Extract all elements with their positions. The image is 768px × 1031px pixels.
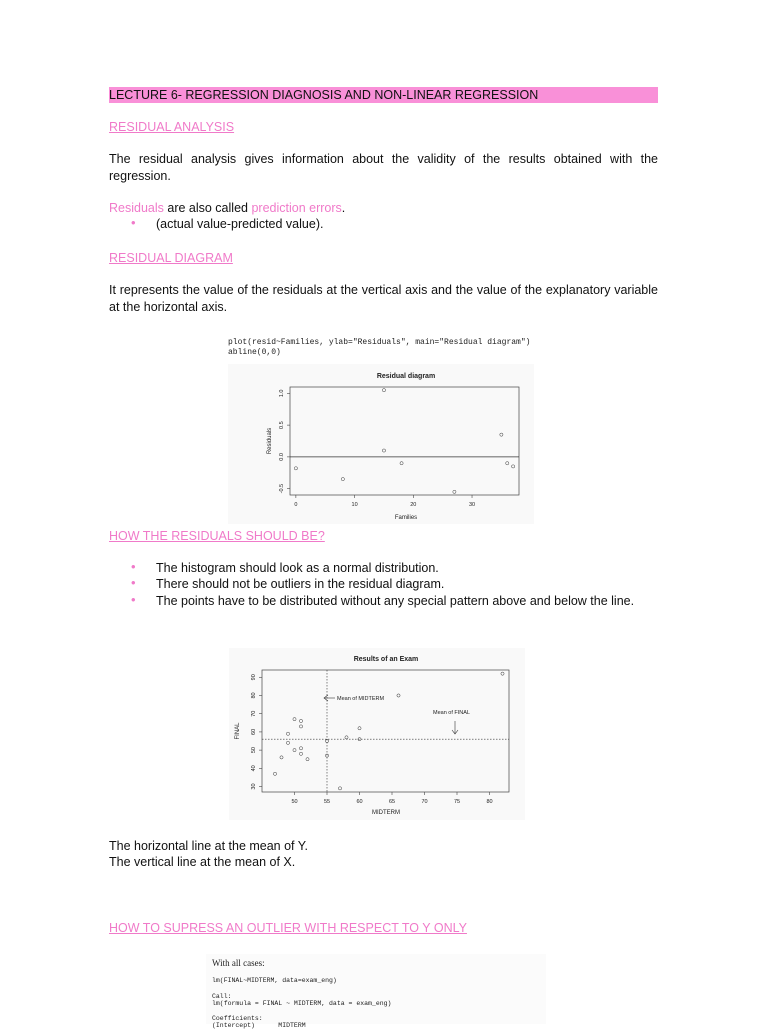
- x-tick-label: 60: [356, 799, 363, 805]
- bullet-dot: •: [131, 215, 136, 230]
- chart1-ylabel: Residuals: [267, 427, 273, 455]
- chart1-title: Residual diagram: [376, 373, 436, 380]
- paragraph-intro: The residual analysis gives information about the validity of the results obtained with the regression.: [109, 152, 658, 183]
- code-call-label: Call:: [212, 993, 232, 1000]
- x-tick-label: 20: [410, 502, 417, 508]
- bullet-no-outliers: There should not be outliers in the residual diagram.: [156, 577, 445, 591]
- y-tick-label: 70: [251, 710, 257, 717]
- exam-results-chart: [229, 648, 525, 820]
- y-tick-label: 60: [251, 728, 257, 735]
- x-tick-label: 70: [421, 799, 428, 805]
- annotation-mean-midterm: Mean of MIDTERM: [337, 696, 385, 702]
- chart-background: [229, 648, 525, 820]
- chart2-title: Results of an Exam: [353, 656, 419, 663]
- chart1-xlabel: Families: [394, 515, 418, 521]
- x-tick-label: 80: [486, 799, 493, 805]
- x-tick-label: 75: [453, 799, 461, 805]
- bullet-dot: •: [131, 592, 136, 607]
- y-tick-label: 1.0: [279, 389, 285, 398]
- x-tick-label: 65: [388, 799, 396, 805]
- heading-residual-diagram: RESIDUAL DIAGRAM: [109, 251, 233, 265]
- x-tick-label: 55: [323, 799, 331, 805]
- code-plot-line-1: plot(resid~Families, ylab="Residuals", main="Residual diagram"): [228, 338, 531, 347]
- lecture-title: [109, 87, 658, 103]
- code-coefficients-head: (Intercept) MIDTERM: [212, 1022, 306, 1029]
- x-tick-label: 30: [468, 502, 476, 508]
- residuals-end-text: .: [341, 201, 346, 215]
- bullet-dot: •: [131, 559, 136, 574]
- bullet-no-pattern: The points have to be distributed without any special pattern above and below the line.: [156, 594, 635, 608]
- code-plot-line-2: abline(0,0): [228, 348, 281, 357]
- heading-supress-outlier: HOW TO SUPRESS AN OUTLIER WITH RESPECT TO Y ONLY: [109, 921, 467, 935]
- x-tick-label: 10: [351, 502, 358, 508]
- residuals-mid-text: are also called: [163, 201, 252, 215]
- y-tick-label: 0.5: [279, 421, 285, 429]
- residual-diagram-chart: [228, 364, 534, 524]
- residuals-term: Residuals: [109, 201, 164, 215]
- text-horizontal-line: The horizontal line at the mean of Y.: [109, 839, 308, 853]
- heading-how-residuals: HOW THE RESIDUALS SHOULD BE?: [109, 529, 325, 543]
- y-tick-label: 80: [251, 692, 257, 699]
- code-coefficients-label: Coefficients:: [212, 1015, 263, 1022]
- prediction-errors-term: prediction errors: [251, 201, 342, 215]
- text-vertical-line: The vertical line at the mean of X.: [109, 855, 296, 869]
- code-output-block: [206, 954, 546, 1029]
- bullet-actual-predicted: (actual value-predicted value).: [156, 217, 324, 231]
- chart2-xlabel: MIDTERM: [372, 810, 400, 816]
- y-tick-label: 40: [251, 765, 257, 772]
- annotation-mean-final: Mean of FINAL: [433, 710, 470, 716]
- paragraph-diagram: It represents the value of the residuals at the vertical axis and the value of the explanatory variable at the horizontal axis.: [109, 283, 658, 314]
- bullet-dot: •: [131, 575, 136, 590]
- y-tick-label: 30: [251, 783, 257, 790]
- y-tick-label: -0.5: [279, 483, 285, 494]
- heading-residual-analysis: RESIDUAL ANALYSIS: [109, 120, 235, 134]
- chart2-ylabel: FINAL: [235, 722, 241, 740]
- code-lm-call: lm(FINAL~MIDTERM, data=exam_eng): [212, 977, 337, 984]
- bullet-histogram: The histogram should look as a normal distribution.: [156, 561, 439, 575]
- chart-background: [228, 364, 534, 524]
- y-tick-label: 0.0: [279, 453, 285, 461]
- x-tick-label: 0: [294, 502, 298, 508]
- residuals-definition: [109, 200, 658, 217]
- y-tick-label: 90: [251, 674, 257, 681]
- y-tick-label: 50: [251, 747, 257, 754]
- code-call-line: lm(formula = FINAL ~ MIDTERM, data = exam_eng): [212, 1000, 392, 1007]
- lecture-title-text: LECTURE 6- REGRESSION DIAGNOSIS AND NON-LINEAR REGRESSION: [109, 88, 539, 102]
- x-tick-label: 50: [291, 799, 298, 805]
- code-with-all-cases: With all cases:: [212, 958, 265, 968]
